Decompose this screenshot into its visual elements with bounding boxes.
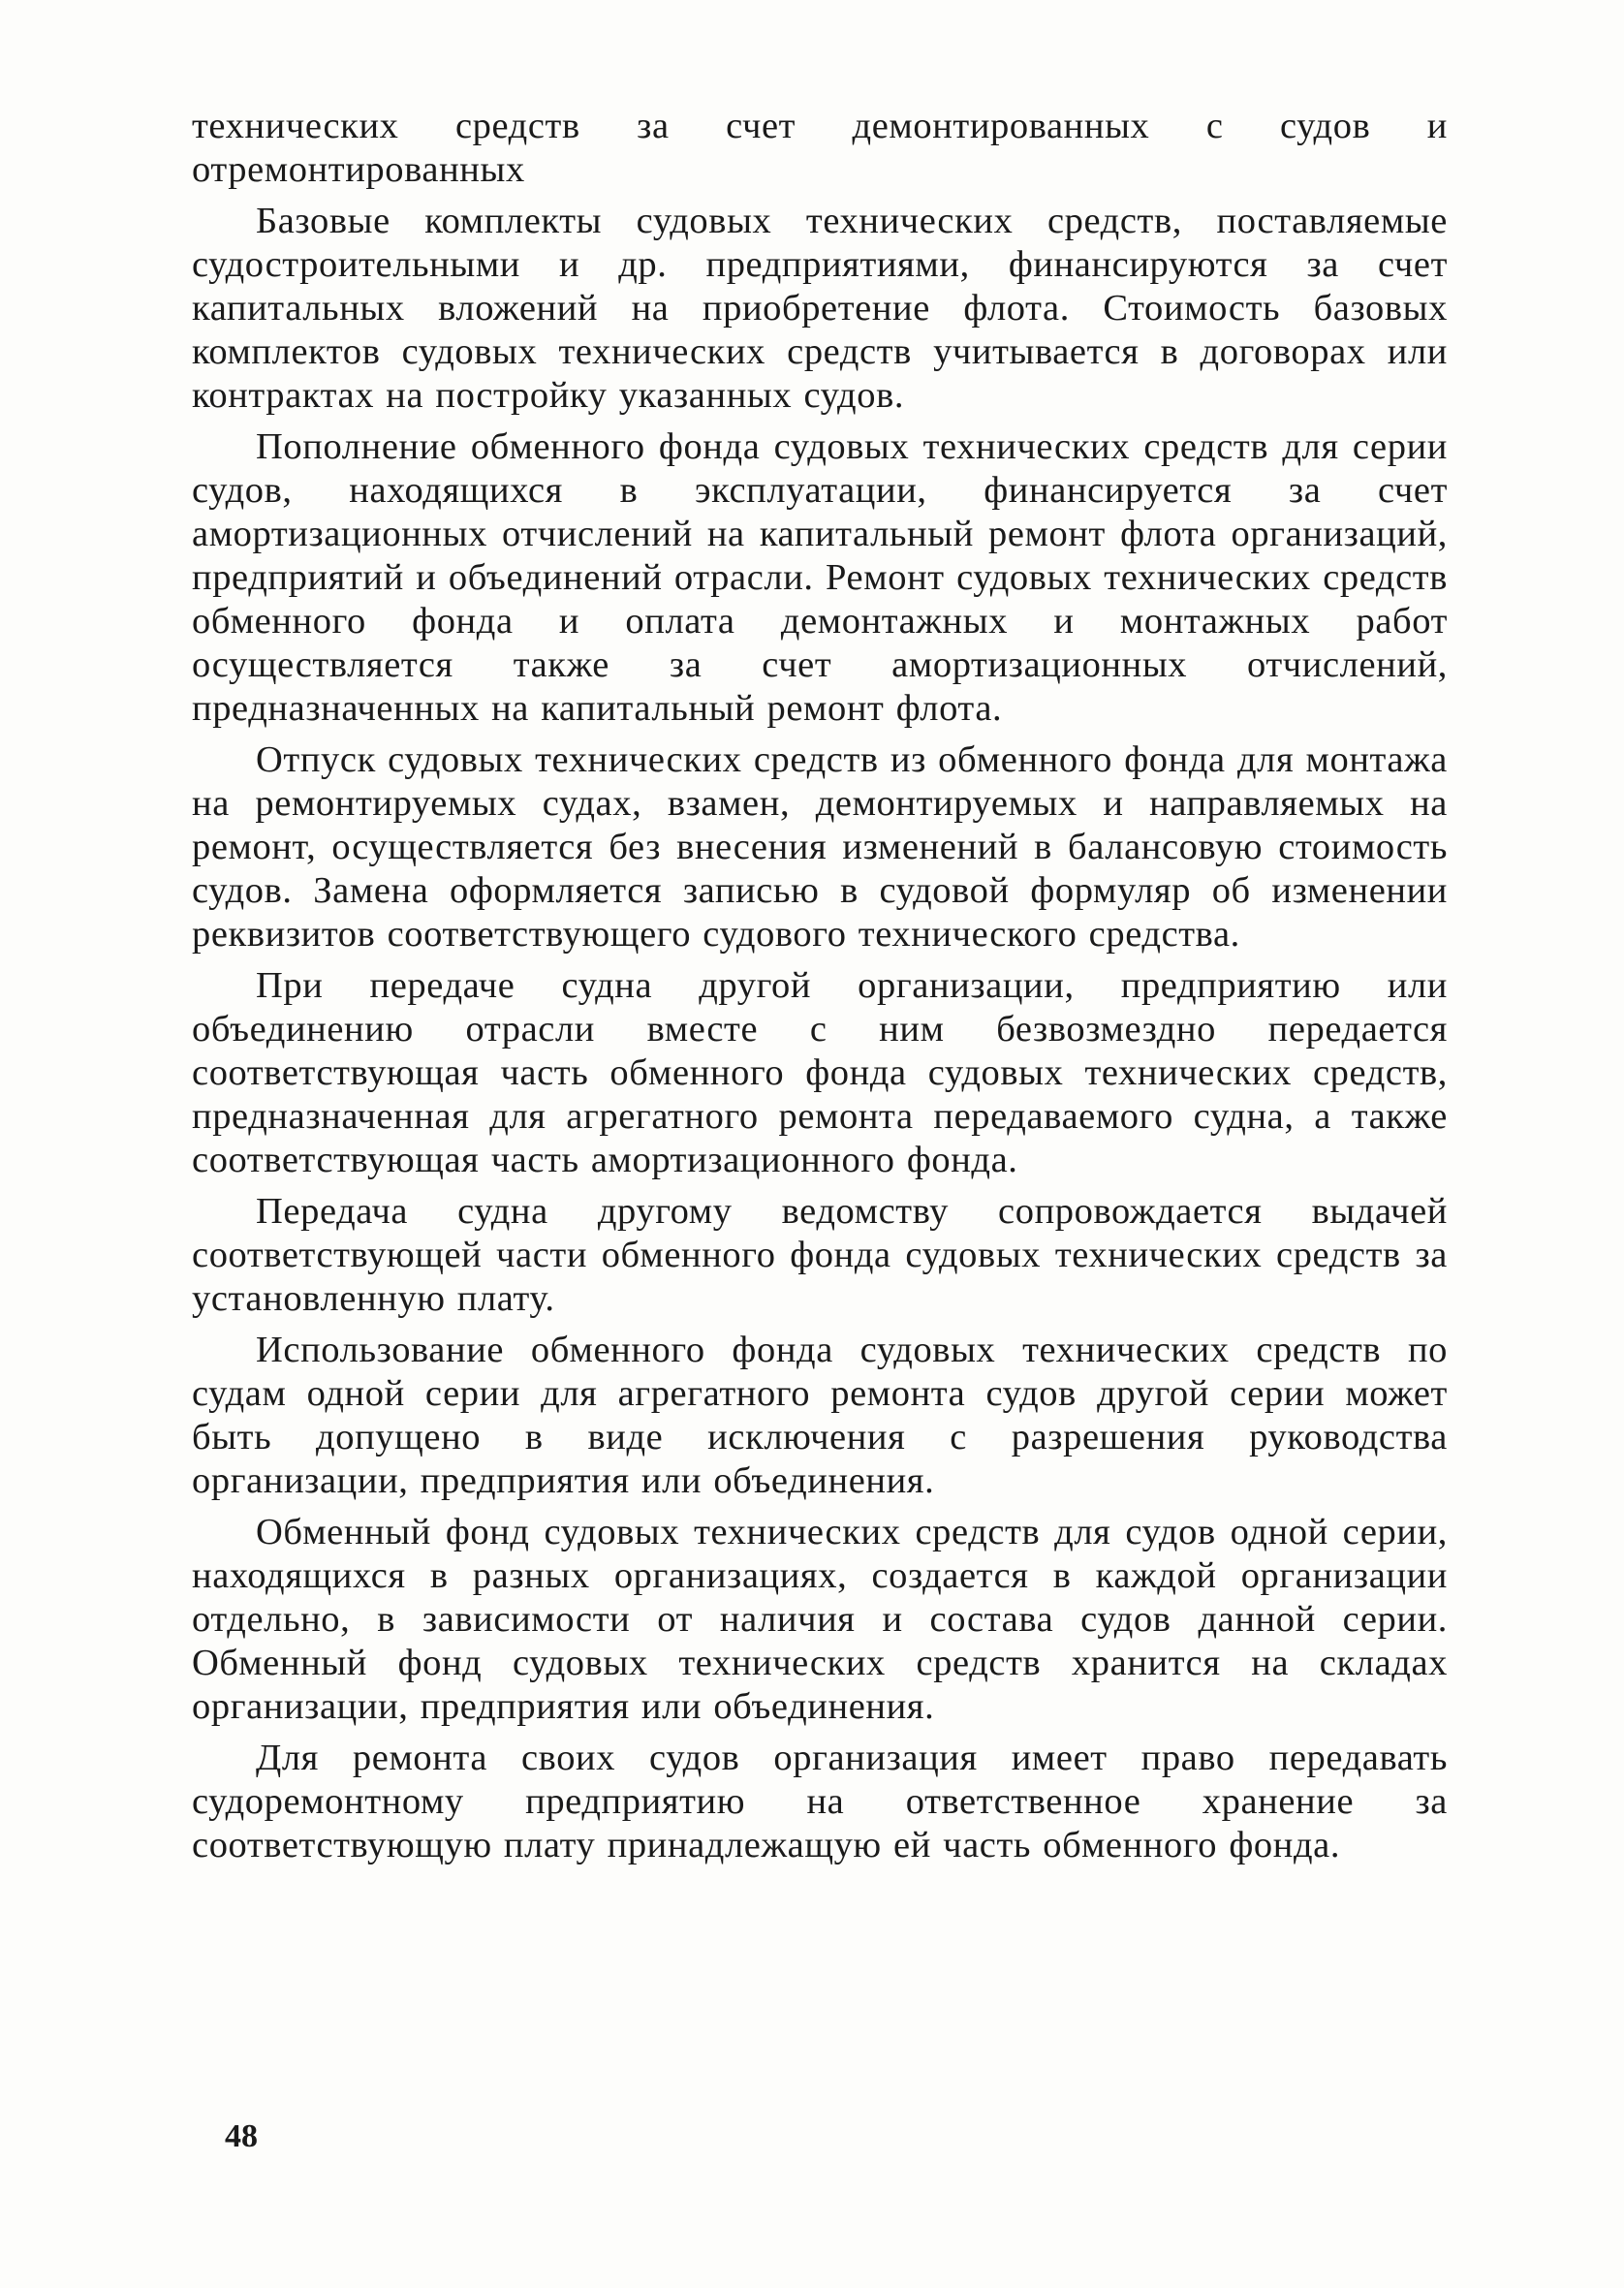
paragraph-fund-storage: Обменный фонд судовых технических средств для судов одной серии, находящихся в разных организациях, создается в каждой организации отдельно, в зависимости от наличия и состава судов данной серии. Обменный фонд судовых технических средств хранится на складах организации, предприятия или объединения.: [192, 1512, 1448, 1727]
paragraph-transfer-within-industry: При передаче судна другой организации, предприятию или объединению отрасли вместе с ним безвозмездно передается соответствующая часть обменного фонда судовых технических средств, предназначенная для агрегатного ремонта передаваемого судна, а также соответствующая часть амортизационного фонда.: [192, 965, 1448, 1180]
paragraph-base-kits: Базовые комплекты судовых технических средств, поставляемые судостроительными и др. предприятиями, финансируются за счет капитальных вложений на приобретение флота. Стоимость базовых комплектов судовых технических средств учитывается в договорах или контрактах на постройку указанных судов.: [192, 201, 1448, 416]
paragraph-fund-usage: Использование обменного фонда судовых технических средств по судам одной серии для агрегатного ремонта судов другой серии может быть допущено в виде исключения с разрешения руководства организации, предприятия или объединения.: [192, 1330, 1448, 1501]
paragraph-issue-from-fund: Отпуск судовых технических средств из обменного фонда для монтажа на ремонтируемых судах, взамен, демонтируемых и направляемых на ремонт, осуществляется без внесения изменений в балансовую стоимость судов. Замена оформляется записью в судовой формуляр об изменении реквизитов соответствующего судового технического средства.: [192, 739, 1448, 955]
paragraph-transfer-other-department: Передача судна другому ведомству сопровождается выдачей соответствующей части обменного фонда судовых технических средств за установленную плату.: [192, 1191, 1448, 1319]
body-text: [192, 105, 1448, 1875]
paragraph-responsible-storage: Для ремонта своих судов организация имеет право передавать судоремонтному предприятию на ответственное хранение за соответствующую плату принадлежащую ей часть обменного фонда.: [192, 1738, 1448, 1865]
paragraph-continuation: технических средств за счет демонтированных с судов и отремонтированных: [192, 106, 1448, 190]
paragraph-fund-replenishment: Пополнение обменного фонда судовых технических средств для серии судов, находящихся в эксплуатации, финансируется за счет амортизационных отчислений на капитальный ремонт флота организаций, предприятий и объединений отрасли. Ремонт судовых технических средств обменного фонда и оплата демонтажных и монтажных работ осуществляется также за счет амортизационных отчислений, предназначенных на капитальный ремонт флота.: [192, 426, 1448, 729]
page-number: 48: [225, 2118, 258, 2154]
